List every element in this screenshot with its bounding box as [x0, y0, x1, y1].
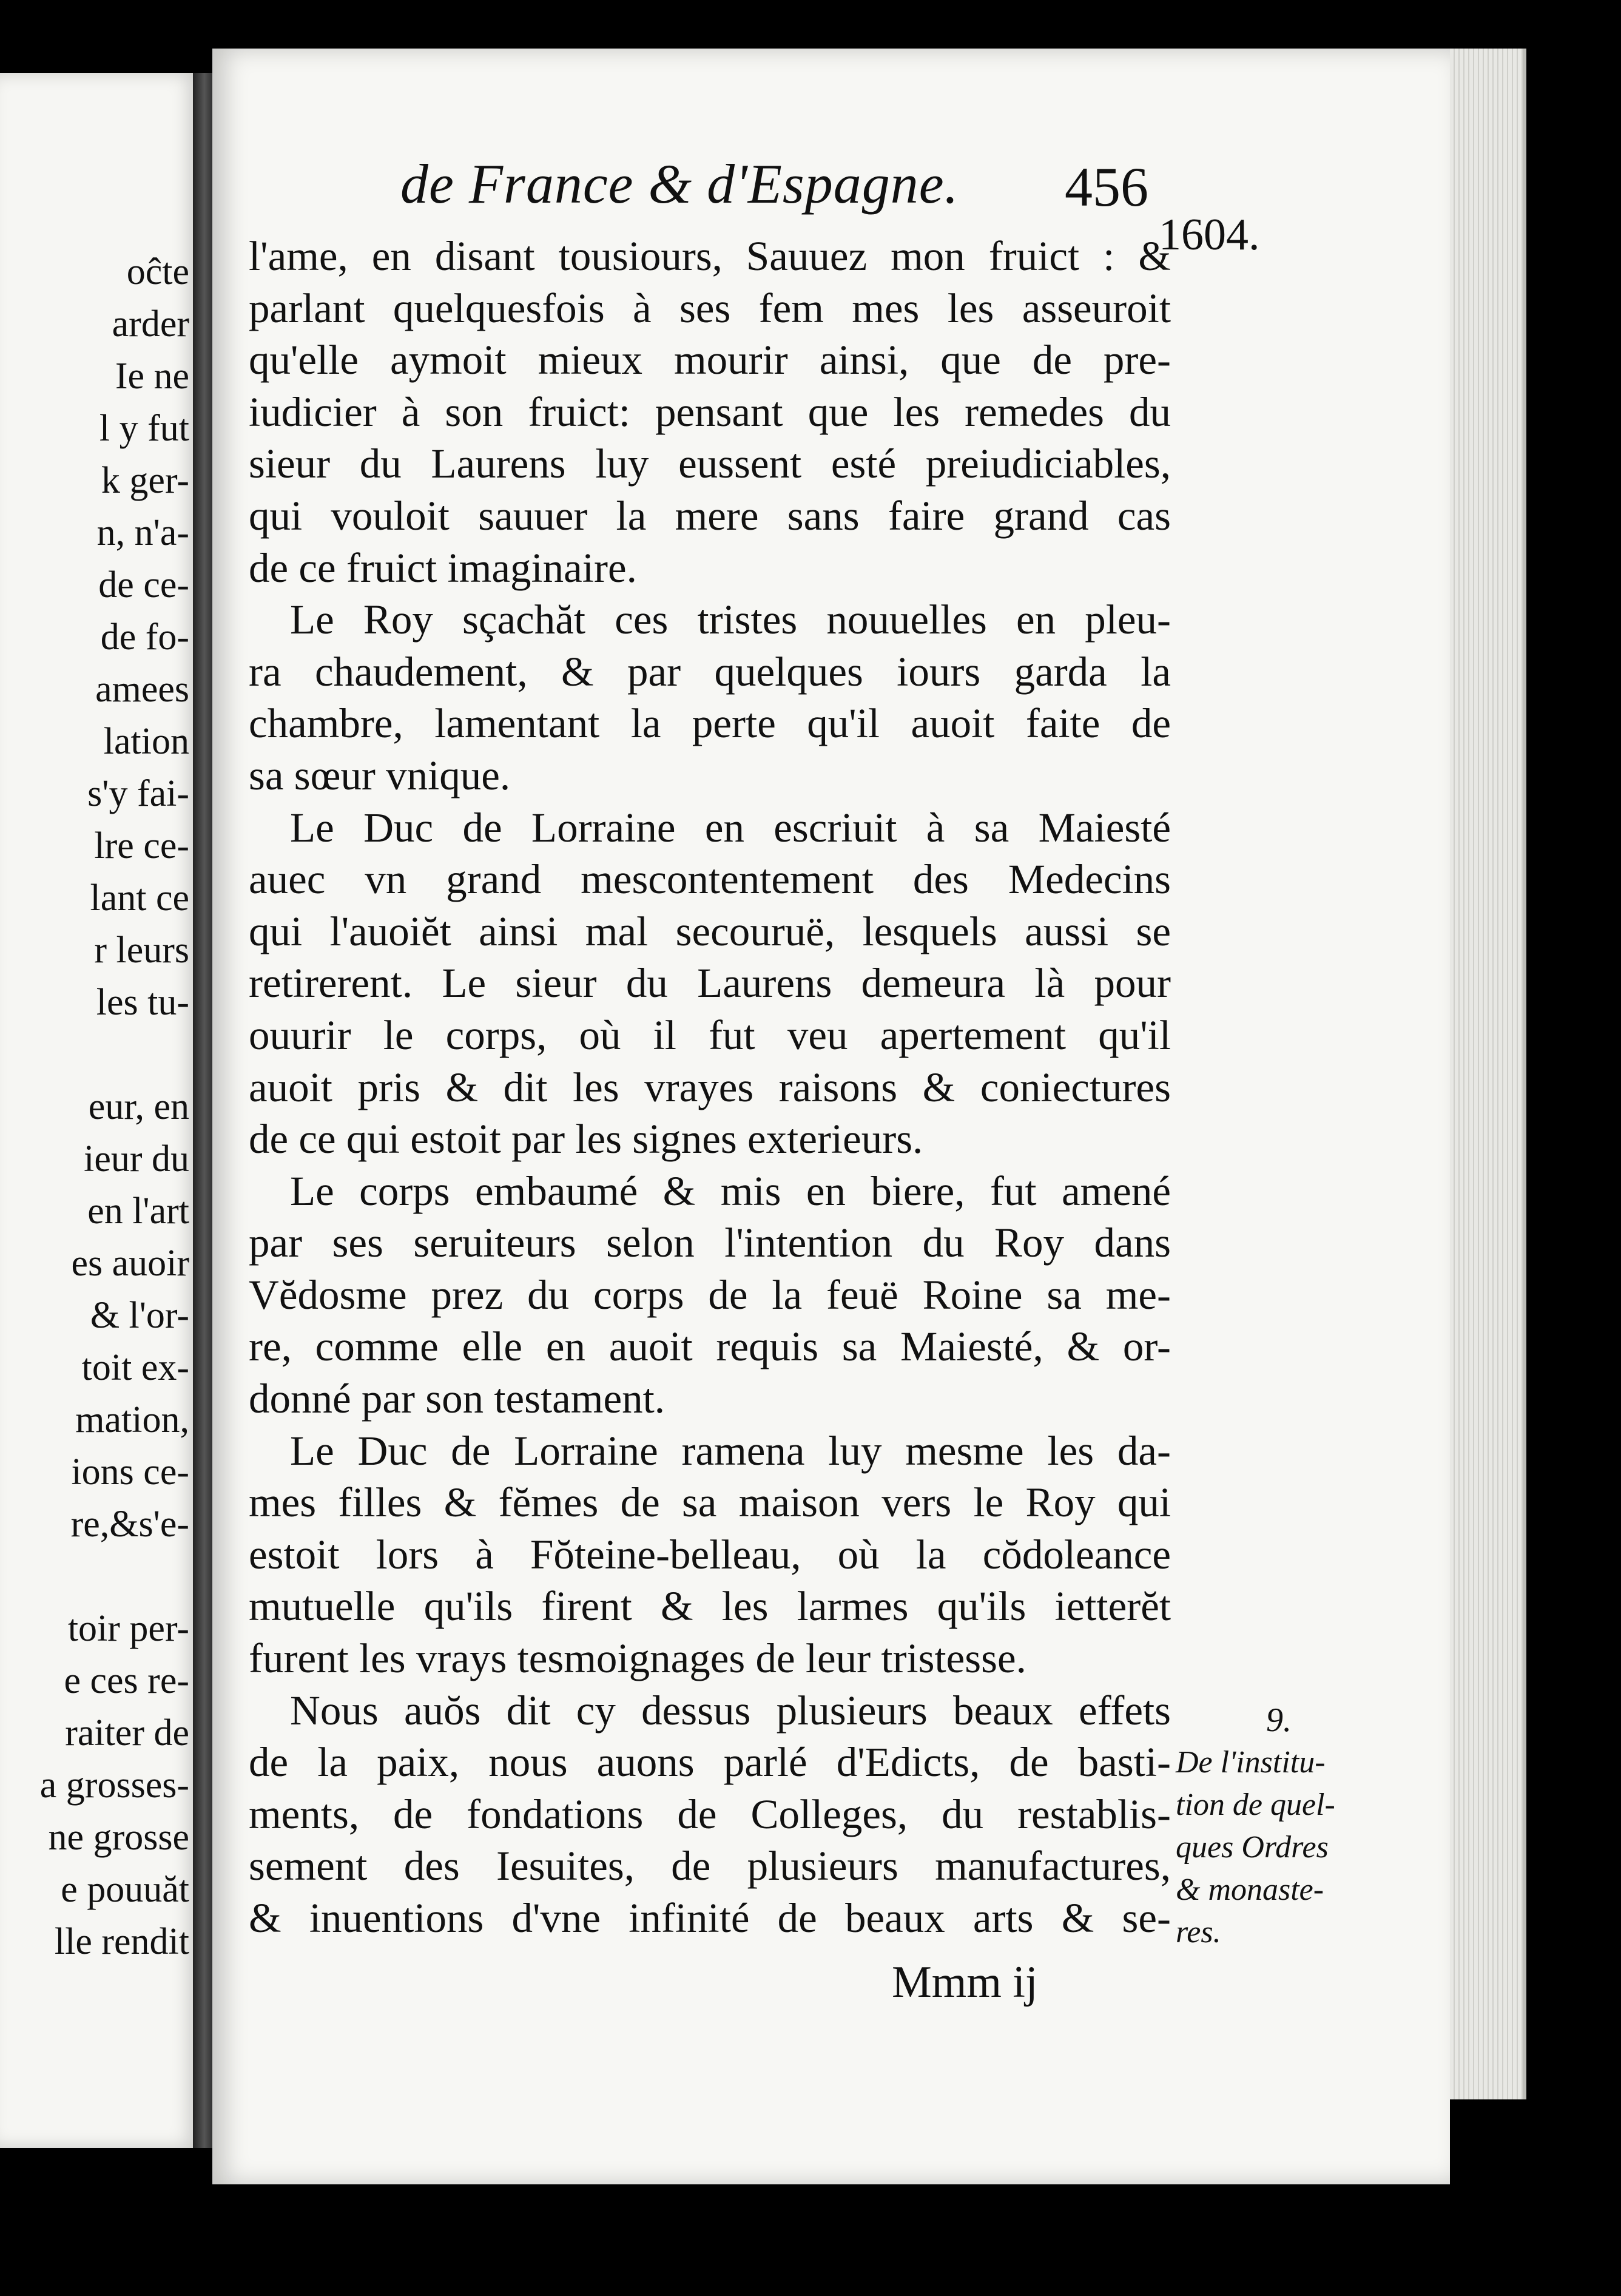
- left-page-line: oĉte: [126, 251, 189, 292]
- text-line: par ses seruiteurs selon l'intention du Roy dans: [249, 1220, 1171, 1266]
- text-line: l'ame, en disant tousiours, Sauuez mon fruict : &: [249, 233, 1171, 279]
- running-head: de France & d'Espagne.: [400, 153, 959, 215]
- left-page-line: l y fut: [99, 408, 189, 449]
- left-page-line: toit ex-: [81, 1347, 189, 1388]
- marginal-note: [1176, 1699, 1358, 1954]
- left-page-line: mation,: [75, 1399, 189, 1440]
- left-page-line: [0, 1550, 194, 1602]
- left-page-line: [0, 1028, 194, 1081]
- text-line: auoit pris & dit les vrayes raisons & coniectures: [249, 1064, 1171, 1110]
- left-page-line: raiter de: [65, 1712, 189, 1754]
- left-page-line: lation: [103, 721, 189, 762]
- text-line: mutuelle qu'ils firent & les larmes qu'ils ietterĕt: [249, 1583, 1171, 1630]
- text-line: Vĕdosme prez du corps de la feuë Roine sa me-: [249, 1271, 1171, 1318]
- left-page-line: de ce-: [98, 564, 189, 606]
- left-page-line: en l'art: [87, 1190, 189, 1232]
- text-line: Le Duc de Lorraine en escriuit à sa Maiesté: [290, 804, 1171, 851]
- left-page-line: amees: [95, 669, 189, 710]
- text-line: furent les vrays tesmoignages de leur tristesse.: [249, 1635, 1026, 1682]
- text-line: & inuentions d'vne infinité de beaux arts & se-: [249, 1895, 1171, 1941]
- marginal-note-line: De l'institu-: [1176, 1745, 1326, 1780]
- text-line: estoit lors à Fŏteine-belleau, où la cŏdoleance: [249, 1531, 1171, 1578]
- text-line: ments, de fondations de Colleges, du restablis-: [249, 1791, 1171, 1837]
- text-line: iudicier à son fruict: pensant que les remedes du: [249, 388, 1171, 435]
- left-page: [0, 73, 200, 2148]
- text-line: auec vn grand mescontentement des Medecins: [249, 856, 1171, 903]
- left-page-line: a grosses-: [39, 1764, 189, 1806]
- text-line: de ce fruict imaginaire.: [249, 544, 637, 591]
- left-page-line: r leurs: [94, 930, 189, 971]
- signature-mark: Mmm ij: [892, 1957, 1038, 2007]
- text-line: sa sœur vnique.: [249, 752, 511, 799]
- text-line: de ce qui estoit par les signes exterieurs.: [249, 1116, 923, 1163]
- body-text: [249, 231, 1171, 1945]
- text-line: qui l'auoiĕt ainsi mal secouruë, lesquels aussi se: [249, 908, 1171, 954]
- left-page-line: Ie ne: [115, 356, 189, 397]
- left-page-text: [0, 246, 194, 1968]
- year-marginal: 1604.: [1159, 210, 1260, 260]
- text-line: mes filles & fĕmes de sa maison vers le Roy qui: [249, 1479, 1171, 1526]
- left-page-line: ne grosse: [48, 1817, 189, 1858]
- left-page-line: lre ce-: [94, 825, 189, 866]
- left-page-line: lle rendit: [54, 1921, 189, 1962]
- left-page-line: n, n'a-: [96, 512, 189, 553]
- marginal-note-line: res.: [1176, 1915, 1221, 1950]
- left-page-line: lant ce: [90, 877, 189, 919]
- left-page-line: es auoir: [71, 1243, 189, 1284]
- text-line: ouurir le corps, où il fut veu apertement qu'il: [249, 1011, 1171, 1058]
- left-page-line: toir per-: [67, 1608, 189, 1649]
- left-page-line: e pouuăt: [61, 1869, 189, 1910]
- left-page-line: s'y fai-: [87, 773, 189, 814]
- marginal-note-line: & monaste-: [1176, 1872, 1324, 1907]
- text-line: qu'elle aymoit mieux mourir ainsi, que de pre-: [249, 337, 1171, 383]
- marginal-note-number: 9.: [1266, 1701, 1292, 1739]
- text-line: Le corps embaumé & mis en biere, fut amené: [290, 1167, 1171, 1214]
- text-line: ra chaudement, & par quelques iours garda la: [249, 648, 1171, 695]
- text-line: chambre, lamentant la perte qu'il auoit faite de: [249, 700, 1171, 747]
- text-line: retirerent. Le sieur du Laurens demeura là pour: [249, 960, 1171, 1007]
- left-page-line: & l'or-: [90, 1295, 189, 1336]
- text-line: qui vouloit sauuer la mere sans faire grand cas: [249, 492, 1171, 539]
- left-page-line: de fo-: [100, 616, 189, 658]
- text-line: donné par son testament.: [249, 1376, 665, 1422]
- left-page-line: ieur du: [84, 1138, 189, 1180]
- text-line: de la paix, nous auons parlé d'Edicts, de basti-: [249, 1739, 1171, 1786]
- text-line: sieur du Laurens luy eussent esté preiudiciables,: [249, 441, 1171, 487]
- left-page-line: e ces re-: [64, 1660, 189, 1701]
- marginal-note-line: ques Ordres: [1176, 1830, 1329, 1865]
- text-line: parlant quelquesfois à ses fem mes les asseuroit: [249, 285, 1171, 331]
- text-line: Le Roy sçachăt ces tristes nouuelles en pleu-: [290, 596, 1171, 643]
- text-line: Nous auŏs dit cy dessus plusieurs beaux effets: [290, 1687, 1171, 1734]
- page-number: 456: [1065, 156, 1148, 218]
- left-page-line: ions ce-: [71, 1451, 189, 1493]
- left-page-line: eur, en: [88, 1086, 189, 1127]
- page-edges: [1450, 49, 1526, 2099]
- text-line: Le Duc de Lorraine ramena luy mesme les da-: [290, 1427, 1171, 1474]
- left-page-line: les tu-: [96, 982, 189, 1023]
- left-page-line: re,&s'e-: [70, 1504, 189, 1545]
- left-page-line: arder: [112, 303, 189, 345]
- text-line: re, comme elle en auoit requis sa Maiesté, & or-: [249, 1323, 1171, 1370]
- left-page-line: k ger-: [101, 460, 189, 501]
- text-line: sement des Iesuites, de plusieurs manufactures,: [249, 1843, 1171, 1889]
- marginal-note-line: tion de quel-: [1176, 1788, 1335, 1822]
